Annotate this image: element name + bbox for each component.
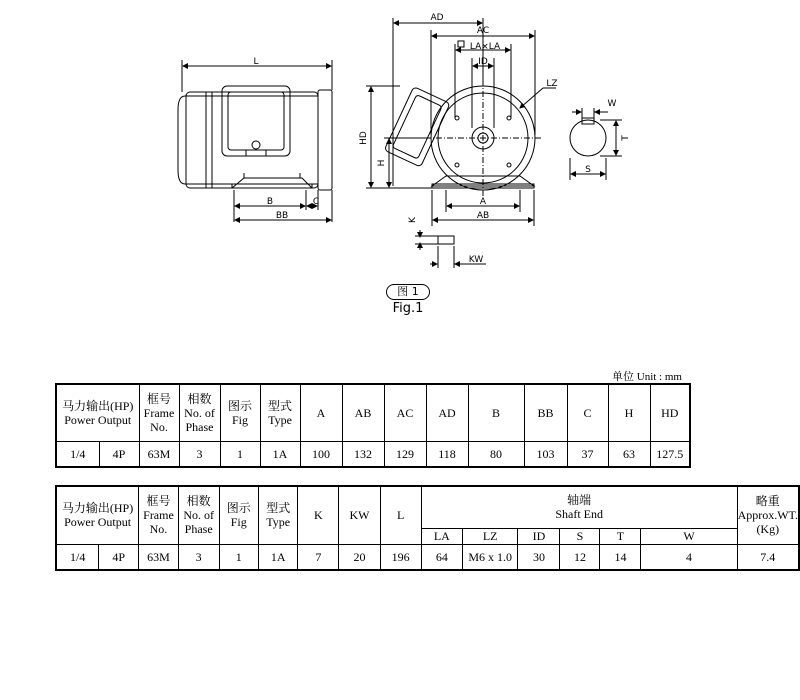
dim-A: A: [479, 197, 487, 207]
cell-poles: 4P: [99, 441, 139, 467]
dim-H: H: [377, 159, 387, 167]
dim-LAxLA: LA×LA: [469, 42, 501, 52]
header-C: C: [567, 384, 608, 441]
cell-ID: 30: [518, 544, 560, 570]
cell-type: 1A: [260, 441, 300, 467]
table-row: [56, 441, 690, 467]
dim-L: L: [253, 57, 259, 67]
header-LZ: LZ: [462, 528, 518, 544]
header-K: K: [298, 486, 339, 544]
header-frame: 框号 Frame No.: [139, 486, 179, 544]
header-type: 型式 Type: [258, 486, 297, 544]
dim-HD: HD: [359, 131, 369, 145]
dimension-table-2: [55, 485, 800, 571]
cell-HD: 127.5: [650, 441, 690, 467]
header-fig: 图示 Fig: [219, 486, 258, 544]
header-AC: AC: [384, 384, 426, 441]
figure-caption-en: Fig.1: [392, 301, 424, 316]
header-frame: 框号 Frame No.: [139, 384, 179, 441]
header-HD: HD: [650, 384, 690, 441]
cell-T: 14: [600, 544, 641, 570]
cell-phase: 3: [178, 544, 219, 570]
header-phase: 相数 No. of Phase: [178, 486, 219, 544]
header-shaft-end: 轴端 Shaft End: [421, 486, 737, 528]
header-type: 型式 Type: [260, 384, 300, 441]
cell-W: 4: [641, 544, 737, 570]
dim-KW: KW: [468, 255, 484, 265]
header-power-output: 马力输出(HP) Power Output: [56, 486, 139, 544]
dim-T: T: [621, 135, 631, 141]
shaft-end-detail: [570, 108, 622, 180]
header-T: T: [600, 528, 641, 544]
cell-A: 100: [300, 441, 342, 467]
header-B: B: [468, 384, 524, 441]
header-ID: ID: [518, 528, 560, 544]
dim-W: W: [607, 99, 617, 109]
table-row: [56, 544, 799, 570]
header-weight: 略重 Approx.WT. (Kg): [737, 486, 799, 544]
cell-fig: 1: [220, 441, 260, 467]
cell-H: 63: [608, 441, 650, 467]
cell-S: 12: [560, 544, 600, 570]
unit-label: 单位 Unit : mm: [612, 371, 682, 383]
dim-AC: AC: [476, 26, 490, 36]
header-L: L: [380, 486, 421, 544]
header-fig: 图示 Fig: [220, 384, 260, 441]
header-LA: LA: [421, 528, 462, 544]
dim-BB: BB: [275, 211, 289, 221]
cell-BB: 103: [524, 441, 567, 467]
cell-type: 1A: [258, 544, 297, 570]
dim-LZ: LZ: [546, 79, 558, 89]
header-AB: AB: [342, 384, 384, 441]
cell-weight: 7.4: [737, 544, 799, 570]
cell-hp: 1/4: [56, 544, 99, 570]
dim-ID: ID: [478, 57, 488, 67]
figure-caption: [384, 280, 432, 316]
cell-C: 37: [567, 441, 608, 467]
dim-B: B: [266, 197, 274, 207]
side-view: [178, 60, 332, 222]
cell-L: 196: [380, 544, 421, 570]
table-2-header-row: [56, 486, 799, 528]
cell-K: 7: [298, 544, 339, 570]
dim-AB: AB: [476, 211, 490, 221]
header-W: W: [641, 528, 737, 544]
cell-AD: 118: [426, 441, 468, 467]
header-S: S: [560, 528, 600, 544]
dimension-table-1: [55, 383, 691, 468]
header-AD: AD: [426, 384, 468, 441]
front-view: [366, 18, 556, 226]
dim-AD: AD: [430, 13, 444, 23]
cell-frame: 63M: [139, 441, 179, 467]
cell-phase: 3: [179, 441, 220, 467]
cell-LA: 64: [421, 544, 462, 570]
table-1-header-row: [56, 384, 690, 441]
dim-K: K: [408, 217, 418, 223]
header-H: H: [608, 384, 650, 441]
cell-frame: 63M: [139, 544, 179, 570]
cell-B: 80: [468, 441, 524, 467]
dim-S: S: [585, 165, 591, 175]
cell-LZ: M6 x 1.0: [462, 544, 518, 570]
cell-fig: 1: [219, 544, 258, 570]
header-phase: 相数 No. of Phase: [179, 384, 220, 441]
cell-AC: 129: [384, 441, 426, 467]
cell-KW: 20: [339, 544, 380, 570]
header-A: A: [300, 384, 342, 441]
cell-poles: 4P: [99, 544, 139, 570]
header-power-output: 马力输出(HP) Power Output: [56, 384, 139, 441]
figure-caption-cn: 图 1: [386, 284, 430, 300]
cell-AB: 132: [342, 441, 384, 467]
cell-hp: 1/4: [56, 441, 99, 467]
dim-C: C: [312, 197, 320, 207]
header-BB: BB: [524, 384, 567, 441]
header-KW: KW: [339, 486, 380, 544]
